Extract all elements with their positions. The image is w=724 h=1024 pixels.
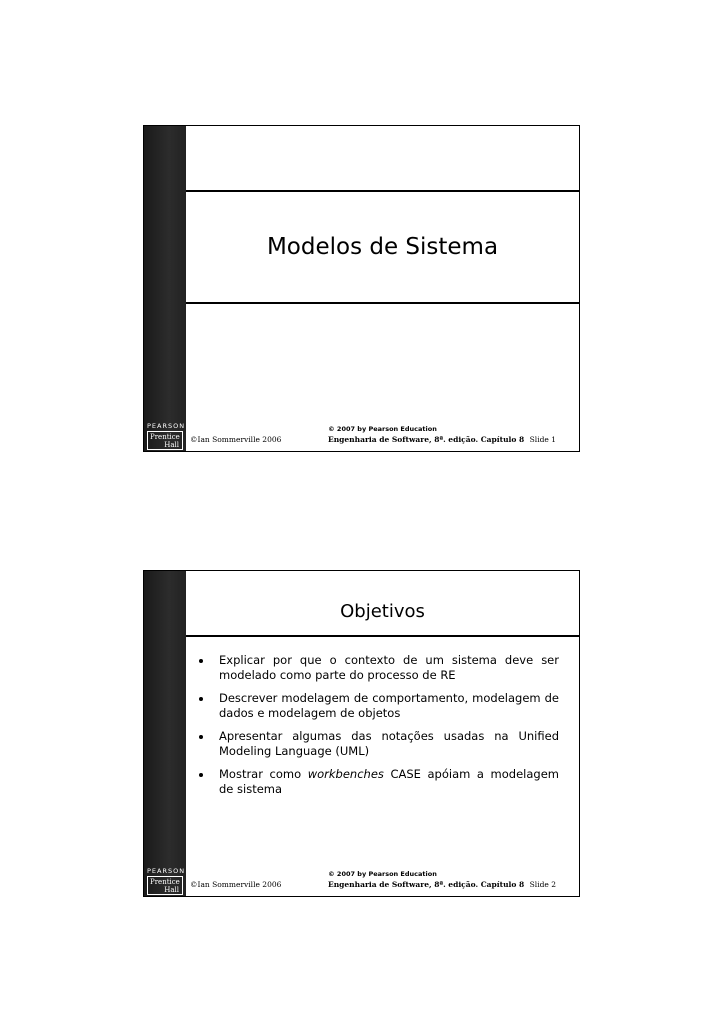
objectives-list	[199, 653, 559, 805]
title-top-rule	[186, 190, 579, 192]
pearson-prentice-hall-logo	[144, 423, 186, 451]
title-bottom-rule	[186, 635, 579, 637]
logo-prentice-hall-box	[147, 431, 183, 450]
title-bottom-rule	[186, 302, 579, 304]
slide-2	[143, 570, 580, 897]
logo-hall-text: Hall	[164, 886, 179, 894]
logo-prentice-text: Prentice	[150, 878, 180, 886]
logo-pearson-text: PEARSON	[147, 422, 186, 430]
bullet-icon	[199, 659, 203, 663]
footer-slide-number: Slide 1	[529, 435, 556, 444]
list-item	[199, 767, 559, 797]
bullet-text: Descrever modelagem de comportamento, modelagem de dados e modelagem de objetos	[219, 691, 559, 720]
footer-slide-number: Slide 2	[529, 880, 556, 889]
slide-title: Modelos de Sistema	[266, 234, 499, 260]
pearson-prentice-hall-logo	[144, 868, 186, 896]
bullet-emphasis: workbenches	[307, 767, 384, 781]
logo-hall-text: Hall	[164, 441, 179, 449]
slide-footer	[186, 880, 579, 892]
bullet-text: Explicar por que o contexto de um sistema deve ser modelado como parte do processo de RE	[219, 653, 559, 682]
list-item	[199, 653, 559, 683]
logo-prentice-hall-box	[147, 876, 183, 895]
logo-prentice-text: Prentice	[150, 433, 180, 441]
footer-author: ©Ian Sommerville 2006	[190, 880, 282, 889]
slide-title: Objetivos	[340, 601, 425, 622]
bullet-icon	[199, 773, 203, 777]
bullet-text: Apresentar algumas das notações usadas na Unified Modeling Language (UML)	[219, 729, 559, 758]
footer-author: ©Ian Sommerville 2006	[190, 435, 282, 444]
bullet-icon	[199, 735, 203, 739]
list-item	[199, 691, 559, 721]
publisher-copyright: © 2007 by Pearson Education	[328, 870, 437, 878]
slide-sidebar	[144, 571, 186, 896]
slide-sidebar	[144, 126, 186, 451]
slide-footer	[186, 435, 579, 447]
list-item	[199, 729, 559, 759]
bullet-text: Mostrar como	[219, 767, 308, 781]
slide-1	[143, 125, 580, 452]
bullet-text-tail: CASE apóiam a modelagem de sistema	[219, 767, 559, 796]
publisher-copyright: © 2007 by Pearson Education	[328, 425, 437, 433]
footer-book: Engenharia de Software, 8ª. edição. Capítulo 8	[328, 880, 525, 889]
footer-book: Engenharia de Software, 8ª. edição. Capítulo 8	[328, 435, 525, 444]
logo-pearson-text: PEARSON	[147, 867, 186, 875]
bullet-icon	[199, 697, 203, 701]
